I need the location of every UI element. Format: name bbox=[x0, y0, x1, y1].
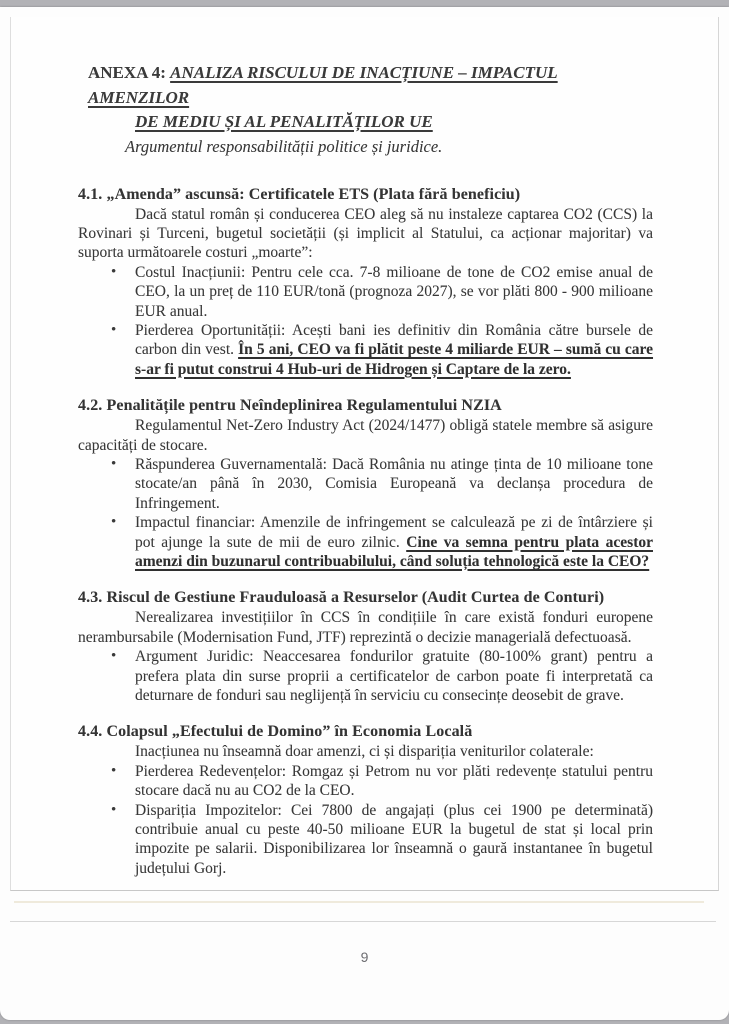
section-4-4 bbox=[78, 722, 653, 878]
bullet-text: Răspunderea Guvernamentală: Dacă România nu atinge ținta de 10 milioane tone stocate/an până în 2030, Comisia Europeană va declanșa procedura de Infringement. bbox=[135, 455, 653, 512]
bullet-list bbox=[78, 762, 653, 878]
document-title bbox=[88, 61, 653, 135]
bullet-text: Impactul financiar: Amenzile de infringement se calculează pe zi de întârziere și pot ajunge la sute de mii de euro zilnic. bbox=[135, 514, 653, 551]
section-4-2 bbox=[78, 396, 653, 571]
title-line-1: ANALIZA RISCULUI DE INACȚIUNE – IMPACTUL AMENZILOR bbox=[88, 63, 558, 107]
bullet-item bbox=[135, 801, 653, 879]
bullet-item bbox=[135, 263, 653, 321]
bullet-list bbox=[78, 455, 653, 571]
section-heading: 4.1. „Amenda” ascunsă: Certificatele ETS (Plata fără beneficiu) bbox=[78, 185, 521, 203]
bullet-text: Pierderea Redevențelor: Romgaz și Petrom nu vor plăti redevențe statului pentru stocare dacă nu au CO2 de la CEO. bbox=[135, 762, 653, 800]
bullet-item bbox=[135, 321, 653, 379]
section-paragraph: Regulamentul Net-Zero Industry Act (2024/1477) obligă statele membre să asigure capacități de stocare. bbox=[78, 417, 653, 454]
bullet-item bbox=[135, 455, 653, 513]
scan-edge-shadow bbox=[14, 901, 704, 903]
document-content bbox=[78, 61, 653, 878]
bullet-text: Dispariția Impozitelor: Cei 7800 de angajați (plus cei 1900 pe determinată) contribuie anual cu peste 40-50 milioane EUR la bugetul de stat și local prin impozite pe salarii. Disponibilizarea lor înseamnă o gaură instantanee în bugetul județului Gorj. bbox=[135, 801, 653, 877]
title-line-2: DE MEDIU ȘI AL PENALITĂȚILOR UE bbox=[135, 112, 433, 131]
bullet-item bbox=[135, 647, 653, 705]
scan-edge-line bbox=[10, 921, 716, 922]
bullet-text: Costul Inacțiunii: Pentru cele cca. 7-8 milioane de tone de CO2 emise anual de CEO, la un preț de 110 EUR/tonă (prognoza 2027), se vor plăti 800 - 900 milioane EUR anual. bbox=[135, 263, 653, 320]
bullet-text: Argument Juridic: Neaccesarea fondurilor gratuite (80-100% grant) pentru a prefera plata din surse proprii a certificatelor de carbon poate fi interpretată ca deturnare de fonduri sau neglijență în serviciu cu consecințe deosebit de grave. bbox=[135, 648, 653, 705]
scanned-document-image bbox=[10, 17, 719, 891]
section-heading: 4.2. Penalitățile pentru Neîndeplinirea Regulamentului NZIA bbox=[78, 397, 502, 415]
section-heading: 4.4. Colapsul „Efectului de Domino” în Economia Locală bbox=[78, 723, 473, 741]
bullet-item bbox=[135, 762, 653, 801]
section-4-3 bbox=[78, 588, 653, 705]
section-4-1 bbox=[78, 185, 653, 380]
bullet-text: Pierderea Oportunității: Acești bani ies definitiv din România către bursele de carbon din vest. bbox=[135, 321, 653, 359]
bullet-list bbox=[78, 263, 653, 379]
document-subtitle: Argumentul responsabilității politice și juridice. bbox=[125, 136, 443, 156]
section-paragraph: Nerealizarea investițiilor în CCS în condițiile în care există fonduri europene nerambursabile (Modernisation Fund, JTF) reprezintă o decizie managerială defectuoasă. bbox=[78, 609, 653, 646]
bullet-emphasis: Cine va semna pentru plata acestor amenzi din buzunarul contribuabilului, când soluția tehnologică este la CEO? bbox=[135, 533, 653, 570]
section-paragraph: Dacă statul român și conducerea CEO aleg să nu instaleze captarea CO2 (CCS) la Rovinari și Turceni, bugetul societății (și implicit al Statului, ca acționar majoritar) va suporta următoarele costuri „moarte”: bbox=[78, 205, 653, 262]
bullet-item bbox=[135, 513, 653, 571]
section-paragraph: Inacțiunea nu înseamnă doar amenzi, ci și dispariția veniturilor colaterale: bbox=[135, 743, 594, 761]
bullet-emphasis: În 5 ani, CEO va fi plătit peste 4 miliarde EUR – sumă cu care s-ar fi putut construi 4 Hub-uri de Hidrogen și Captare de la zero. bbox=[135, 341, 654, 378]
document-page bbox=[0, 7, 729, 1020]
page-number: 9 bbox=[360, 949, 369, 965]
bullet-list bbox=[78, 647, 653, 705]
title-prefix: ANEXA 4: bbox=[88, 63, 166, 82]
section-heading: 4.3. Riscul de Gestiune Frauduloasă a Resurselor (Audit Curtea de Conturi) bbox=[78, 589, 605, 607]
